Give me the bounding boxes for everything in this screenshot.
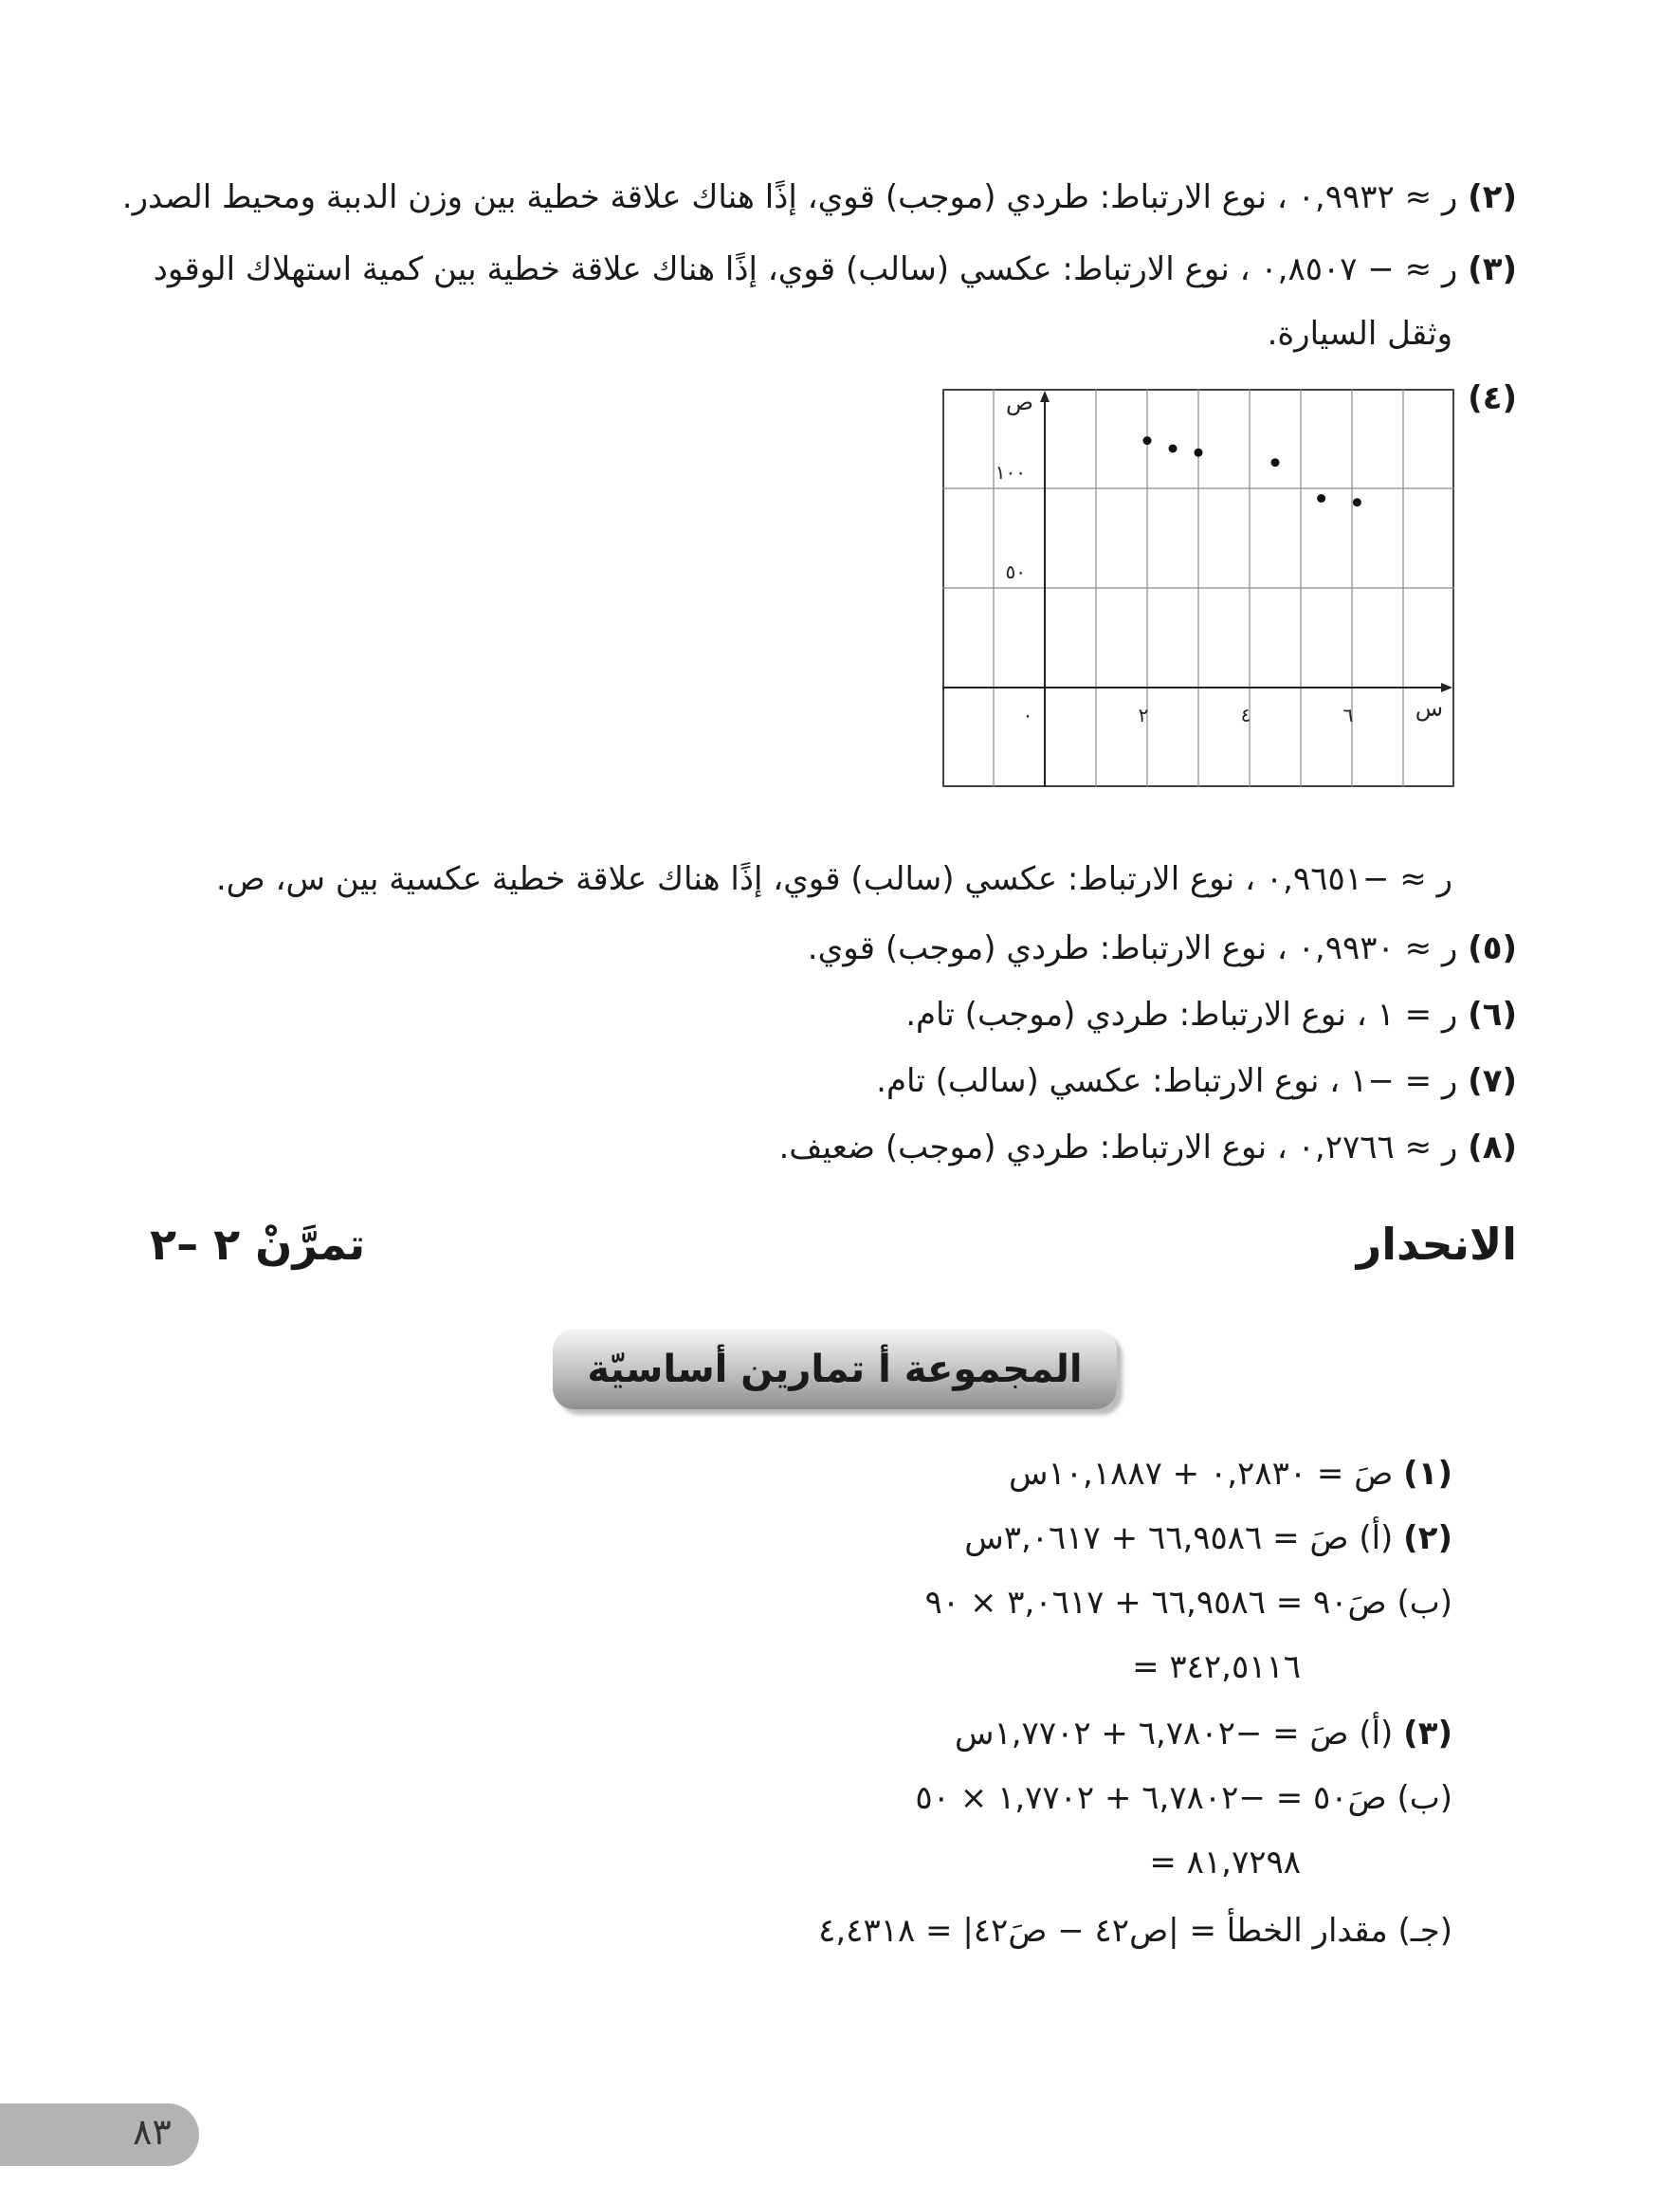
item-text: ر ≈ ٠,٩٩٣٠ ، نوع الارتباط: طردي (موجب) قوي. <box>807 929 1458 967</box>
item-text: (ب) صَ٥٠ = −٦,٧٨٠٢ + ١,٧٧٠٢ × ٥٠ <box>915 1779 1452 1817</box>
item-3-continuation <box>1268 313 1452 355</box>
item-text: ر = −١ ، نوع الارتباط: عكسي (سالب) تام. <box>876 1062 1458 1100</box>
item-text: = ٣٤٢,٥١١٦ <box>1132 1648 1301 1686</box>
y-axis-label: ص <box>1005 389 1033 415</box>
x-tick-label: ٢ <box>1138 704 1149 726</box>
item-text: وثقل السيارة. <box>1267 315 1452 353</box>
solution-3a <box>955 1713 1452 1754</box>
banner-text: المجموعة أ تمارين أساسيّة <box>587 1348 1083 1391</box>
data-point <box>1317 494 1325 503</box>
x-tick-label: ٤ <box>1240 704 1251 726</box>
item-number: (١) <box>1403 1455 1452 1493</box>
solution-1 <box>1009 1453 1452 1495</box>
item-text: (جـ) مقدار الخطأ = |ص٤٢ − صَ٤٢| = ٤,٤٣١٨ <box>818 1912 1452 1950</box>
item-text: = ٨١,٧٢٩٨ <box>1149 1844 1301 1882</box>
exercise-group-banner <box>553 1330 1117 1409</box>
solution-2b <box>925 1582 1452 1624</box>
item-number: (٣) <box>1403 1715 1452 1753</box>
item-number: (٢) <box>1468 178 1517 216</box>
solution-3b <box>915 1777 1452 1819</box>
item-number: (٧) <box>1468 1062 1517 1100</box>
item-text: (أ) صَ = −٦,٧٨٠٢ + ١,٧٧٠٢س <box>954 1715 1394 1753</box>
item-text: ر ≈ −٠,٩٦٥١ ، نوع الارتباط: عكسي (سالب) قوي، إذًا هناك علاقة خطية عكسية بين س، ص. <box>215 860 1452 898</box>
x-axis-arrow <box>1441 683 1452 692</box>
item-number: (٢) <box>1403 1519 1452 1557</box>
chart-points <box>1143 436 1361 506</box>
item-text: (أ) صَ = ٦٦,٩٥٨٦ + ٣,٠٦١٧س <box>964 1519 1394 1557</box>
item-number: (٣) <box>1468 250 1517 288</box>
item-text: صَ = ٠,٢٨٣٠ + ١٠,١٨٨٧س <box>1008 1455 1394 1493</box>
scatter-chart <box>942 389 1454 787</box>
item-7 <box>876 1060 1517 1102</box>
solution-2a <box>964 1517 1452 1559</box>
item-3 <box>154 248 1517 290</box>
data-point <box>1353 498 1361 506</box>
y-tick-label: ٥٠ <box>1005 560 1026 583</box>
item-text: ر ≈ ٠,٩٩٣٢ ، نوع الارتباط: طردي (موجب) قوي، إذًا هناك علاقة خطية بين وزن الدببة ومحيط الصدر. <box>121 178 1458 216</box>
item-text: ر ≈ ٠,٢٧٦٦ ، نوع الارتباط: طردي (موجب) ضعيف. <box>778 1129 1458 1166</box>
y-tick-label: ١٠٠ <box>995 461 1026 484</box>
solution-2b-result <box>1132 1646 1301 1688</box>
item-text: ر ≈ − ٠,٨٥٠٧ ، نوع الارتباط: عكسي (سالب) قوي، إذًا هناك علاقة خطية بين كمية استهلاك الوقود <box>153 250 1458 288</box>
item-6 <box>905 994 1517 1036</box>
item-number: (٦) <box>1468 996 1517 1034</box>
x-tick-label: ٠ <box>1022 704 1033 726</box>
solution-3b-result <box>1149 1842 1301 1883</box>
item-8 <box>778 1127 1517 1168</box>
item-4 <box>1468 377 1517 419</box>
item-number: (٨) <box>1468 1129 1517 1166</box>
item-5 <box>808 927 1517 969</box>
item-4-result <box>216 858 1452 900</box>
data-point <box>1195 449 1203 457</box>
x-tick-label: ٦ <box>1342 704 1354 726</box>
data-point <box>1143 436 1152 445</box>
page-number: ٨٣ <box>133 2111 172 2153</box>
solution-3c <box>818 1910 1452 1952</box>
data-point <box>1169 445 1178 453</box>
item-number: (٤) <box>1468 379 1517 417</box>
section-title: الانحدار <box>1356 1219 1517 1270</box>
y-axis-arrow <box>1040 391 1050 402</box>
x-axis-label: س <box>1415 695 1443 722</box>
data-point <box>1271 458 1280 467</box>
item-text: ر = ١ ، نوع الارتباط: طردي (موجب) تام. <box>905 996 1458 1034</box>
item-number: (٥) <box>1468 929 1517 967</box>
exercise-label: تمرَّنْ ٢ –٢ <box>150 1219 366 1270</box>
item-text: (ب) صَ٩٠ = ٦٦,٩٥٨٦ + ٣,٠٦١٧ × ٩٠ <box>924 1584 1452 1622</box>
item-2 <box>122 176 1517 218</box>
